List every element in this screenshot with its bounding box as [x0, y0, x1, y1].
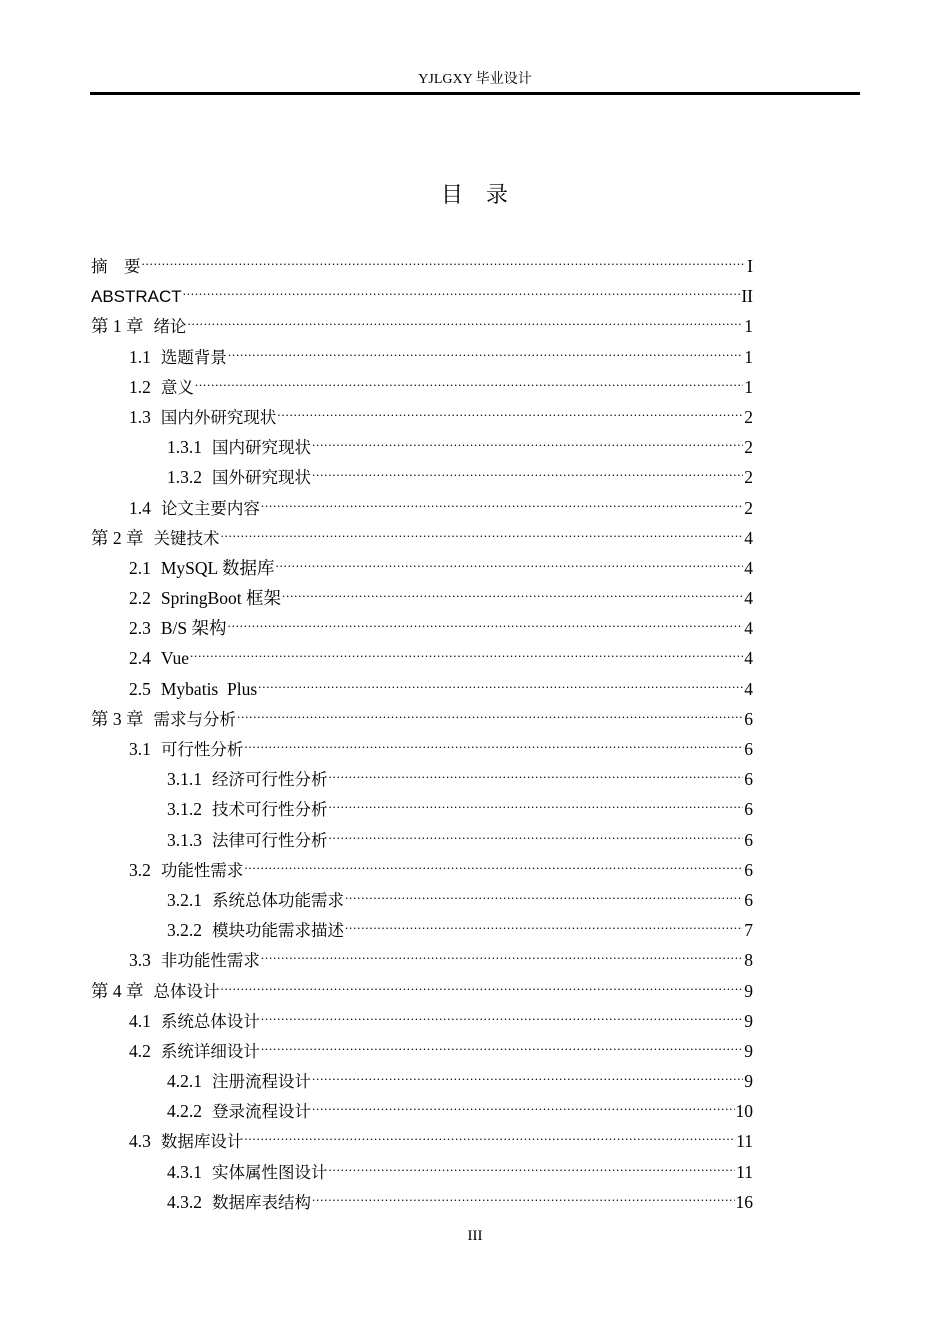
- dot-leader: [195, 363, 743, 393]
- toc-entry-page: 2: [744, 406, 753, 427]
- toc-entry-title: 国内研究现状: [212, 438, 311, 458]
- toc-entry-page: 9: [744, 1071, 753, 1092]
- toc-entry-1-1[interactable]: [91, 333, 753, 367]
- toc-entry-title: 关键技术: [153, 528, 220, 548]
- dot-leader: [261, 997, 743, 1027]
- toc-entry-number: 3.2: [129, 859, 151, 880]
- dot-leader: [183, 272, 741, 302]
- toc-entry-number: 第 4 章: [91, 980, 144, 1001]
- dot-leader: [237, 695, 743, 725]
- toc-entry-title: 需求与分析: [153, 709, 236, 729]
- toc-entry-page: 16: [735, 1191, 753, 1212]
- toc-entry-abstract-cn[interactable]: [91, 242, 753, 276]
- toc-entry-page: 4: [744, 527, 753, 548]
- toc-entry-title: 国外研究现状: [212, 468, 311, 488]
- toc-entry-title: 摘 要: [91, 257, 141, 276]
- toc-entry-number: 3.2.1: [167, 889, 202, 910]
- toc-entry-page: 4: [744, 678, 753, 699]
- toc-entry-page: 6: [744, 769, 753, 790]
- toc-entry-page: II: [741, 286, 753, 307]
- toc-entry-title: 论文主要内容: [160, 498, 260, 518]
- toc-entry-number: 3.1.2: [167, 799, 202, 820]
- toc-entry-title: 可行性分析: [160, 740, 244, 759]
- toc-entry-number: 3.3: [129, 950, 151, 971]
- toc-entry-page: 4: [744, 618, 753, 639]
- toc-entry-title: 国内外研究现状: [160, 407, 277, 427]
- toc-entry-page: 6: [744, 889, 753, 910]
- toc-entry-2-4[interactable]: [91, 634, 753, 669]
- toc-entry-title: 意义: [160, 377, 194, 397]
- dot-leader: [258, 665, 743, 695]
- toc-entry-number: 1.4: [129, 497, 151, 518]
- toc-entry-number: 1.3.2: [167, 467, 202, 488]
- toc-entry-number: 4.2: [129, 1040, 151, 1061]
- toc-entry-number: 2.2: [129, 588, 151, 609]
- toc-entry-title: 注册流程设计: [212, 1072, 311, 1092]
- toc-entry-number: 4.3: [129, 1131, 151, 1152]
- header-rule: [90, 92, 860, 95]
- dot-leader: [228, 333, 743, 363]
- toc-entry-title: 数据库设计: [160, 1132, 244, 1152]
- toc-entry-page: 1: [744, 376, 753, 397]
- toc-entry-title: 实体属性图设计: [212, 1162, 328, 1182]
- toc-entry-title: 绪论: [153, 317, 187, 337]
- toc-title-right: 录: [486, 183, 510, 208]
- toc-entry-page: 6: [744, 829, 753, 850]
- dot-leader: [329, 816, 744, 846]
- dot-leader: [329, 1148, 736, 1178]
- dot-leader: [221, 967, 744, 997]
- toc-entry-page: I: [747, 256, 753, 276]
- toc-entry-page: 11: [736, 1131, 753, 1152]
- dot-leader: [282, 574, 743, 604]
- toc-entry-number: 2.1: [129, 557, 151, 578]
- toc-entry-page: 6: [744, 708, 753, 729]
- toc-entry-page: 1: [744, 346, 753, 367]
- dot-leader: [275, 544, 743, 574]
- toc-entry-number: 1.3: [129, 406, 151, 427]
- toc-entry-title: SpringBoot 框架: [160, 588, 281, 609]
- toc-entry-number: 1.2: [129, 376, 151, 397]
- dot-leader: [312, 1057, 743, 1087]
- toc-entry-number: 4.1: [129, 1010, 151, 1031]
- toc-entry-number: 3.1.3: [167, 829, 202, 850]
- dot-leader: [188, 302, 744, 332]
- toc-entry-number: 3.1: [129, 739, 151, 759]
- dot-leader: [142, 242, 747, 272]
- toc-entry-title: 功能性需求: [160, 860, 244, 880]
- dot-leader: [345, 906, 743, 936]
- toc-entry-page: 4: [744, 648, 753, 669]
- dot-leader: [244, 846, 743, 876]
- dot-leader: [228, 604, 744, 634]
- dot-leader: [244, 725, 743, 755]
- toc-entry-2-5[interactable]: [91, 665, 753, 699]
- dot-leader: [312, 1087, 735, 1117]
- dot-leader: [261, 484, 743, 514]
- toc-entry-number: 第 3 章: [91, 708, 144, 729]
- toc-entry-chapter-1[interactable]: [91, 302, 753, 337]
- toc-title: [0, 180, 950, 212]
- toc-entry-title: 法律可行性分析: [212, 830, 328, 850]
- toc-entry-title: 登录流程设计: [212, 1102, 311, 1122]
- toc-entry-title: 数据库表结构: [212, 1192, 311, 1212]
- toc-entry-page: 1: [744, 316, 753, 337]
- toc-entry-number: 4.2.2: [167, 1101, 202, 1122]
- toc-entry-page: 9: [744, 1040, 753, 1061]
- dot-leader: [329, 755, 744, 785]
- toc-entry-page: 9: [744, 1010, 753, 1031]
- toc-entry-title: 非功能性需求: [160, 951, 260, 971]
- toc-entry-page: 4: [744, 588, 753, 609]
- toc-entry-title: 选题背景: [160, 347, 227, 367]
- toc-entry-page: 2: [744, 467, 753, 488]
- toc-entry-abstract-en[interactable]: [91, 272, 753, 307]
- page-number-footer: III: [467, 1228, 483, 1244]
- toc-entry-page: 4: [744, 557, 753, 578]
- toc-entry-number: 4.3.1: [167, 1161, 202, 1182]
- toc-entry-number: 2.5: [129, 678, 151, 699]
- toc-entry-page: 2: [744, 497, 753, 518]
- toc-entry-number: 2.3: [129, 618, 151, 639]
- dot-leader: [312, 423, 743, 453]
- toc-entry-number: 1.3.1: [167, 437, 202, 458]
- toc-entry-title: 模块功能需求描述: [212, 921, 344, 941]
- dot-leader: [312, 1178, 735, 1208]
- dot-leader: [261, 936, 743, 966]
- toc-entry-page: 6: [744, 739, 753, 759]
- toc-entry-page: 7: [744, 920, 753, 941]
- toc-entry-number: 第 1 章: [91, 316, 144, 337]
- toc-entry-page: 6: [744, 799, 753, 820]
- dot-leader: [312, 453, 743, 483]
- dot-leader: [345, 876, 743, 906]
- toc-entry-title: Vue: [160, 648, 189, 669]
- toc-entry-title: B/S 架构: [160, 618, 227, 639]
- toc-entry-number: 3.1.1: [167, 769, 202, 790]
- toc-entry-title: 系统详细设计: [160, 1041, 260, 1061]
- toc-entry-title: MySQL 数据库: [160, 557, 275, 578]
- dot-leader: [329, 785, 744, 815]
- toc-entry-title: 技术可行性分析: [212, 800, 328, 820]
- toc-entry-number: 4.3.2: [167, 1191, 202, 1212]
- toc-entry-title: ABSTRACT: [91, 287, 182, 307]
- toc-entry-number: 4.2.1: [167, 1071, 202, 1092]
- toc-entry-title: 系统总体设计: [160, 1011, 260, 1031]
- dot-leader: [277, 393, 743, 423]
- toc-entry-page: 11: [736, 1161, 753, 1182]
- toc-entry-page: 10: [735, 1101, 753, 1122]
- dot-leader: [244, 1117, 735, 1147]
- toc-entry-title: Mybatis Plus: [160, 678, 258, 699]
- toc-entry-title: 总体设计: [153, 981, 220, 1001]
- toc-entry-number: 3.2.2: [167, 920, 202, 941]
- toc-title-left: 目: [440, 183, 464, 208]
- toc-entry-title: 经济可行性分析: [212, 770, 328, 790]
- toc-entry-title: 系统总体功能需求: [212, 890, 344, 910]
- toc-entry-page: 6: [744, 859, 753, 880]
- dot-leader: [221, 514, 744, 544]
- toc-entry-number: 1.1: [129, 346, 151, 367]
- toc-entry-page: 8: [744, 950, 753, 971]
- dot-leader: [190, 634, 743, 664]
- toc-entry-number: 2.4: [129, 648, 151, 669]
- dot-leader: [261, 1027, 743, 1057]
- toc-entry-number: 第 2 章: [91, 527, 144, 548]
- toc-entry-page: 9: [744, 980, 753, 1001]
- toc-list: [91, 242, 753, 1212]
- page-header: YJLGXY 毕业设计: [418, 72, 532, 87]
- toc-entry-page: 2: [744, 437, 753, 458]
